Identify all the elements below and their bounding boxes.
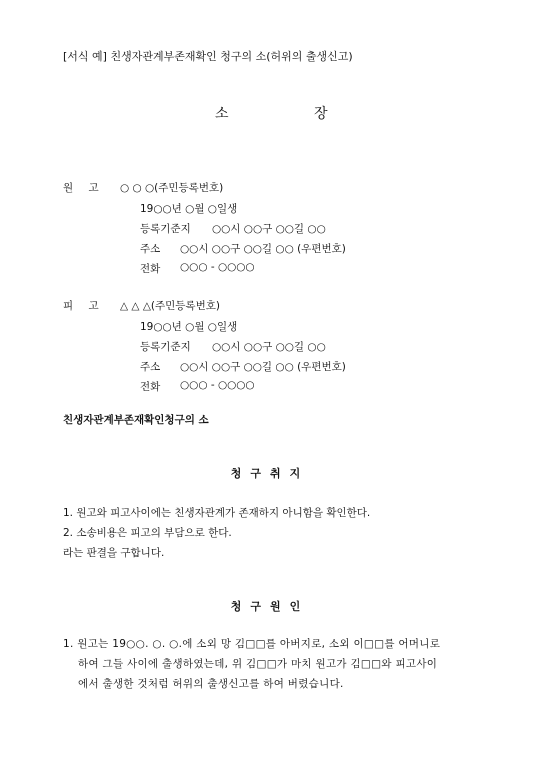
claim-purpose-item: 2. 소송비용은 피고의 부담으로 한다. (63, 527, 232, 539)
defendant-phone-label: 전화 (140, 381, 161, 393)
claim-cause-line: 1. 원고는 19○○. ○. ○.에 소외 망 김□□를 아버지로, 소외 이□□를 어머니로 (63, 638, 441, 650)
plaintiff-phone-value: ○○○ - ○○○○ (180, 261, 255, 273)
plaintiff-role: 원 고 (63, 182, 105, 194)
plaintiff-phone-label: 전화 (140, 263, 161, 275)
claim-purpose-item: 1. 원고와 피고사이에는 친생자관계가 존재하지 아니함을 확인한다. (63, 507, 371, 519)
defendant-phone-value: ○○○ - ○○○○ (180, 379, 255, 391)
document-title-left: 소 (215, 106, 229, 122)
defendant-name: △ △ △(주민등록번호) (120, 300, 220, 312)
defendant-address-label: 주소 (140, 361, 161, 373)
plaintiff-address-label: 주소 (140, 243, 161, 255)
document-title-right: 장 (314, 106, 328, 122)
claim-cause-line: 에서 출생한 것처럼 허위의 출생신고를 하여 버렸습니다. (78, 678, 344, 690)
claim-purpose-heading: 청구취지 (230, 467, 310, 480)
claim-cause-line: 하여 그들 사이에 출생하였는데, 위 김□□가 마치 원고가 김□□와 피고사이 (78, 658, 438, 670)
plaintiff-birth: 19○○년 ○월 ○일생 (140, 203, 238, 215)
defendant-registered-value: ○○시 ○○구 ○○길 ○○ (212, 341, 326, 353)
plaintiff-address-value: ○○시 ○○구 ○○길 ○○ (우편번호) (180, 243, 346, 255)
defendant-birth: 19○○년 ○월 ○일생 (140, 321, 238, 333)
form-title: [서식 예] 친생자관계부존재확인 청구의 소(허위의 출생신고) (63, 50, 353, 63)
plaintiff-registered-value: ○○시 ○○구 ○○길 ○○ (212, 223, 326, 235)
claim-cause-heading: 청구원인 (230, 600, 310, 613)
defendant-role: 피 고 (63, 300, 105, 312)
claim-purpose-closing: 라는 판결을 구합니다. (63, 547, 165, 559)
case-name: 친생자관계부존재확인청구의 소 (63, 414, 209, 426)
plaintiff-name: ○ ○ ○(주민등록번호) (120, 182, 224, 194)
plaintiff-registered-label: 등록기준지 (140, 223, 191, 235)
defendant-registered-label: 등록기준지 (140, 341, 191, 353)
defendant-address-value: ○○시 ○○구 ○○길 ○○ (우편번호) (180, 361, 346, 373)
